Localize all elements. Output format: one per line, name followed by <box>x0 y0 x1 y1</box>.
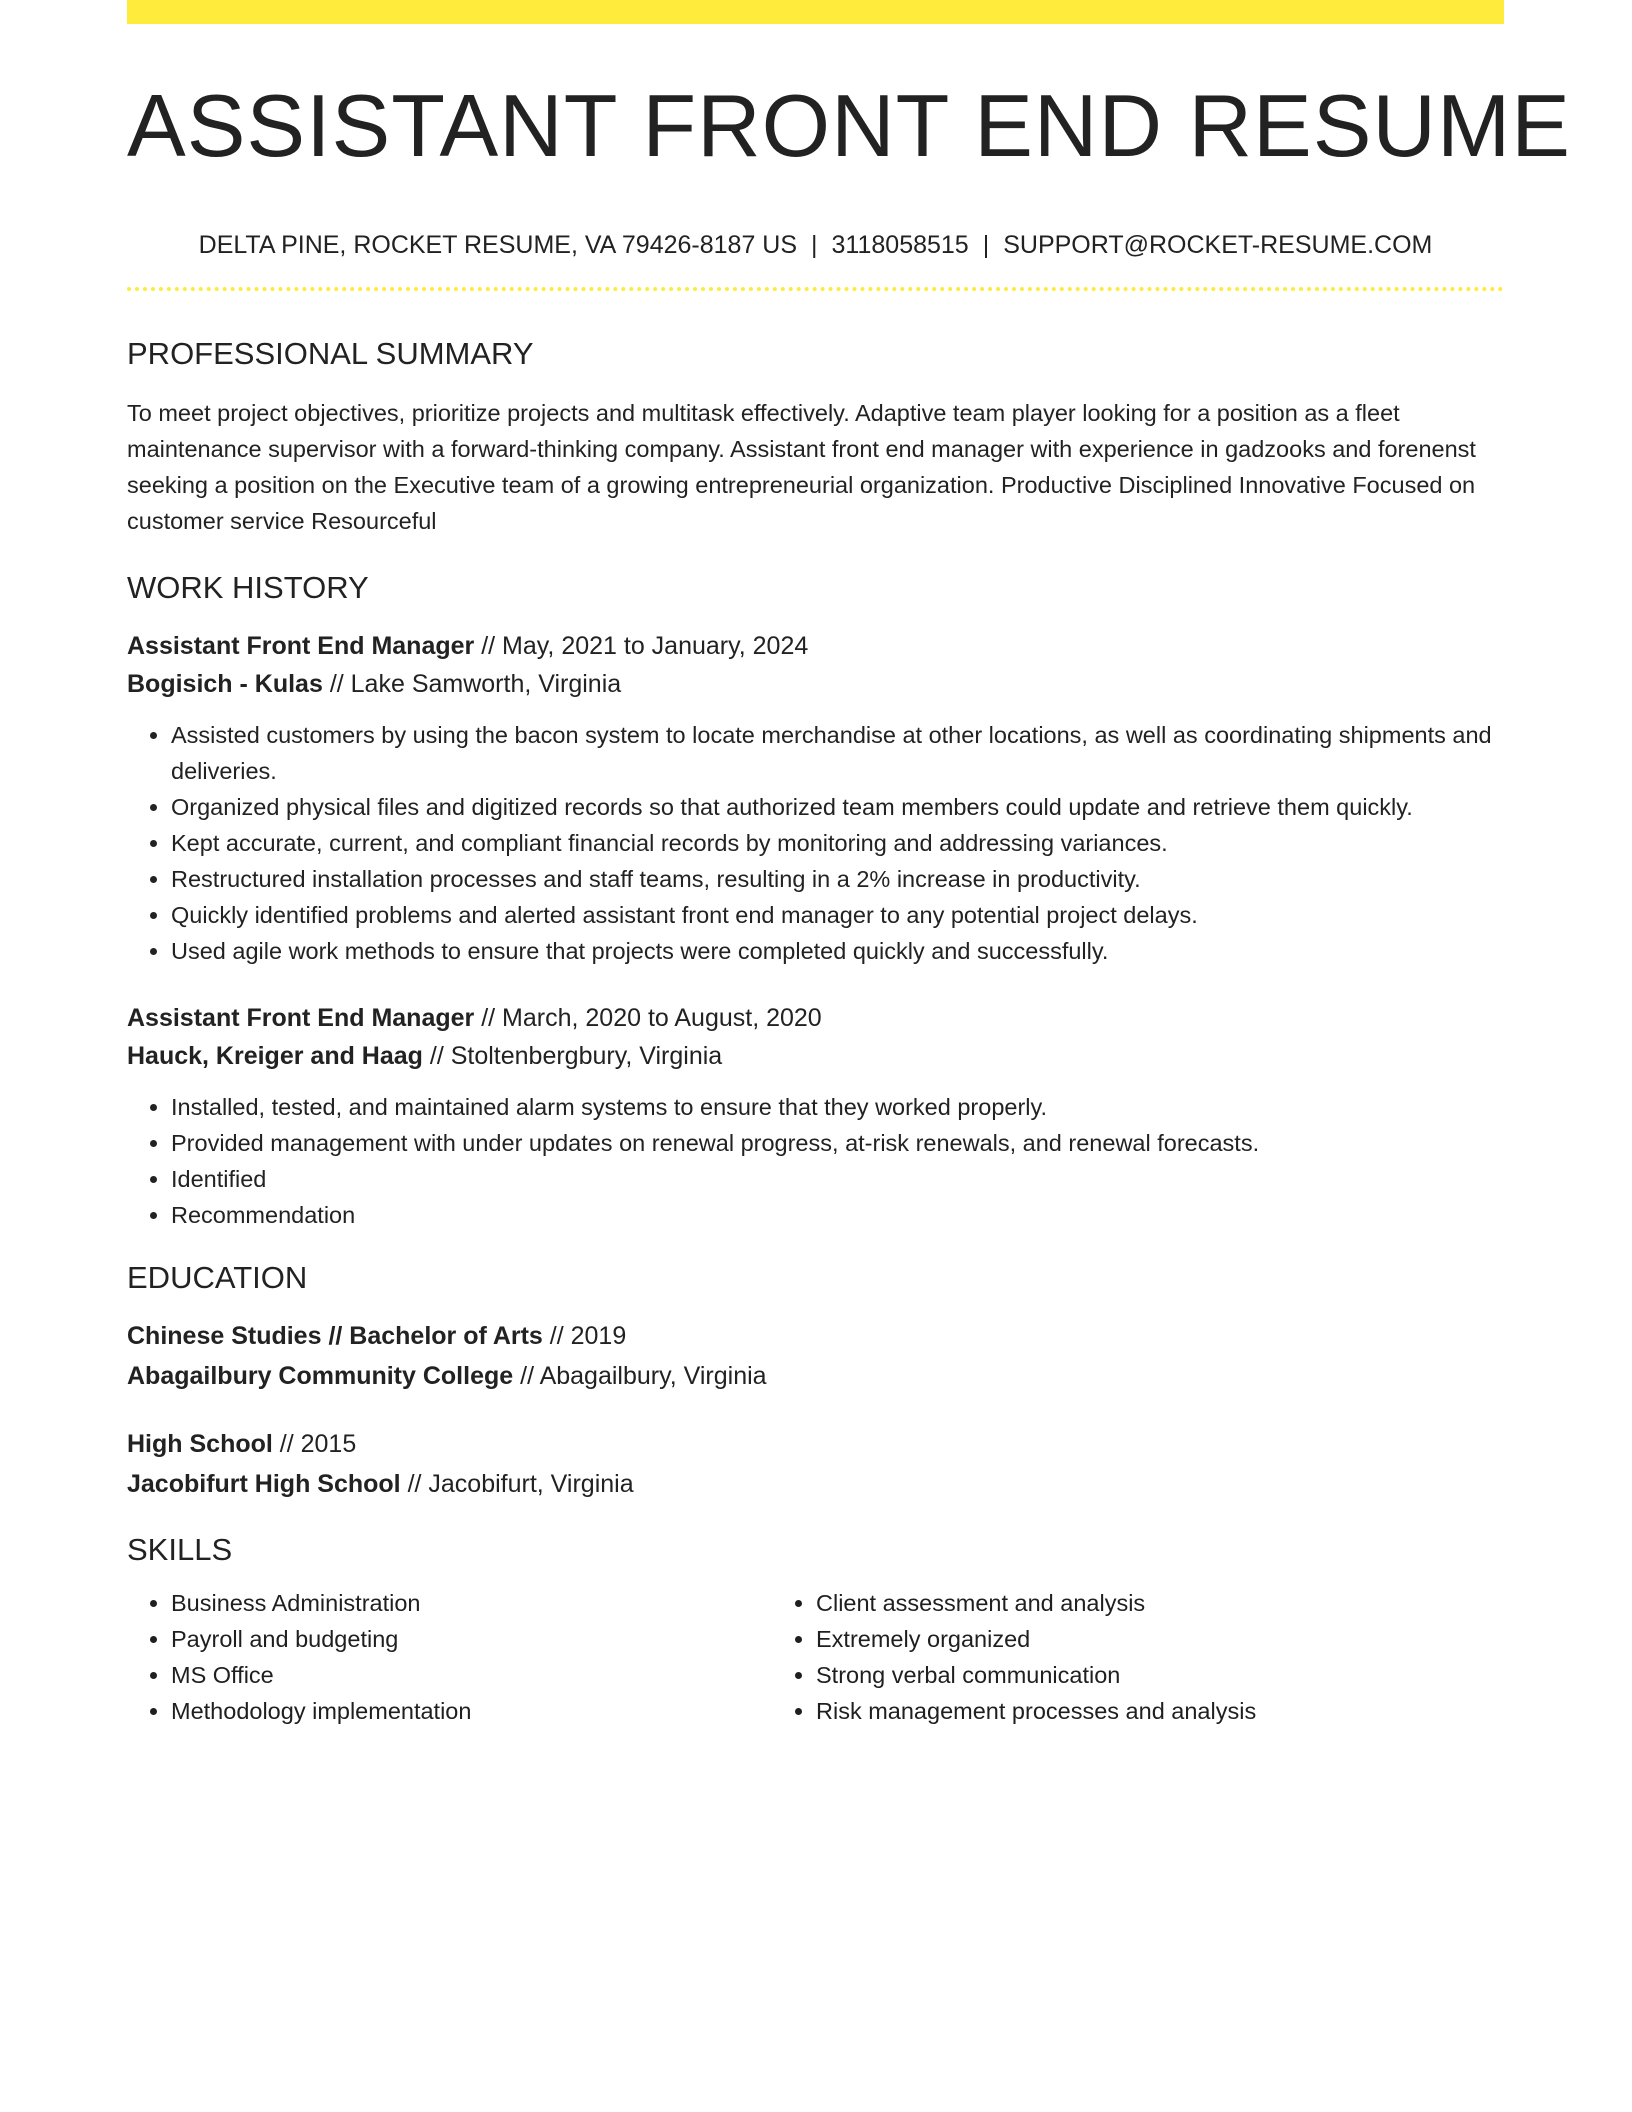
list-item: • Installed, tested, and maintained alarm systems to ensure that they worked properly. <box>171 1089 1504 1125</box>
contact-address: DELTA PINE, ROCKET RESUME, VA 79426-8187 US <box>198 231 798 259</box>
list-item: • Provided management with under updates on renewal progress, at-risk renewals, and renewal forecasts. <box>171 1125 1504 1161</box>
job-dates: // March, 2020 to August, 2020 <box>474 1004 822 1032</box>
skills-columns <box>127 1585 1504 1729</box>
job-company: Bogisich - Kulas <box>127 670 323 698</box>
education-school: Jacobifurt High School <box>127 1470 401 1498</box>
job-location: // Lake Samworth, Virginia <box>322 670 622 698</box>
job-title-line <box>127 627 1504 665</box>
education-school-line <box>127 1465 1504 1503</box>
list-item: • Strong verbal communication <box>816 1657 1417 1693</box>
top-accent-bar <box>127 0 1504 24</box>
job-bullets <box>127 1089 1504 1233</box>
resume-page <box>127 0 1571 1729</box>
list-item: • Payroll and budgeting <box>171 1621 772 1657</box>
contact-separator: | <box>982 231 990 259</box>
education-school: Abagailbury Community College <box>127 1362 514 1390</box>
list-item: • Recommendation <box>171 1197 1504 1233</box>
list-item: • Methodology implementation <box>171 1693 772 1729</box>
contact-line <box>127 230 1504 260</box>
education-location: // Abagailbury, Virginia <box>513 1362 767 1390</box>
list-item: • Assisted customers by using the bacon system to locate merchandise at other locations, as well as coordinating shipments and deliveries. <box>171 717 1504 789</box>
education-degree: High School <box>127 1430 273 1458</box>
contact-separator: | <box>811 231 818 259</box>
list-item: • Business Administration <box>171 1585 772 1621</box>
education-degree-line <box>127 1317 1504 1355</box>
education-location: // Jacobifurt, Virginia <box>400 1470 634 1498</box>
job-location: // Stoltenbergbury, Virginia <box>422 1042 723 1070</box>
summary-heading: PROFESSIONAL SUMMARY <box>127 336 534 371</box>
job-company-line <box>127 1037 1504 1075</box>
resume-title: ASSISTANT FRONT END RESUME <box>127 76 1571 175</box>
list-item: • Risk management processes and analysis <box>816 1693 1417 1729</box>
dotted-divider <box>127 287 1504 291</box>
list-item: • Quickly identified problems and alerted assistant front end manager to any potential project delays. <box>171 897 1504 933</box>
job-role: Assistant Front End Manager <box>127 1004 475 1032</box>
education-degree: Chinese Studies // Bachelor of Arts <box>127 1322 543 1350</box>
education-year: // 2015 <box>272 1430 357 1458</box>
summary-text: To meet project objectives, prioritize projects and multitask effectively. Adaptive team player looking for a position as a fleet maintenance supervisor with a forward-thinking company. Assistant front end manager with experience in gadzooks and forenenst seeking a position on the Executive team of a growing entrepreneurial organization. Productive Disciplined Innovative Focused on customer service Resourceful <box>127 400 1476 534</box>
skills-list-left <box>127 1585 772 1729</box>
list-item: • Client assessment and analysis <box>816 1585 1417 1621</box>
list-item: • Extremely organized <box>816 1621 1417 1657</box>
job-title-line <box>127 999 1504 1037</box>
list-item: • Restructured installation processes and staff teams, resulting in a 2% increase in productivity. <box>171 861 1504 897</box>
list-item: • Organized physical files and digitized records so that authorized team members could update and retrieve them quickly. <box>171 789 1504 825</box>
list-item: • Kept accurate, current, and compliant financial records by monitoring and addressing variances. <box>171 825 1504 861</box>
list-item: • MS Office <box>171 1657 772 1693</box>
job-company: Hauck, Kreiger and Haag <box>127 1042 423 1070</box>
job-bullets <box>127 717 1504 969</box>
education-degree-line <box>127 1425 1504 1463</box>
list-item: • Identified <box>171 1161 1504 1197</box>
job-role: Assistant Front End Manager <box>127 632 475 660</box>
list-item: • Used agile work methods to ensure that projects were completed quickly and successfully. <box>171 933 1504 969</box>
work-history-heading: WORK HISTORY <box>127 570 369 605</box>
job-company-line <box>127 665 1504 703</box>
education-year: // 2019 <box>542 1322 627 1350</box>
contact-email: SUPPORT@ROCKET-RESUME.COM <box>1003 231 1433 259</box>
contact-phone: 3118058515 <box>831 231 969 259</box>
education-school-line <box>127 1357 1504 1395</box>
job-dates: // May, 2021 to January, 2024 <box>474 632 809 660</box>
skills-list-right <box>772 1585 1417 1729</box>
education-heading: EDUCATION <box>127 1260 308 1295</box>
skills-heading: SKILLS <box>127 1532 233 1567</box>
